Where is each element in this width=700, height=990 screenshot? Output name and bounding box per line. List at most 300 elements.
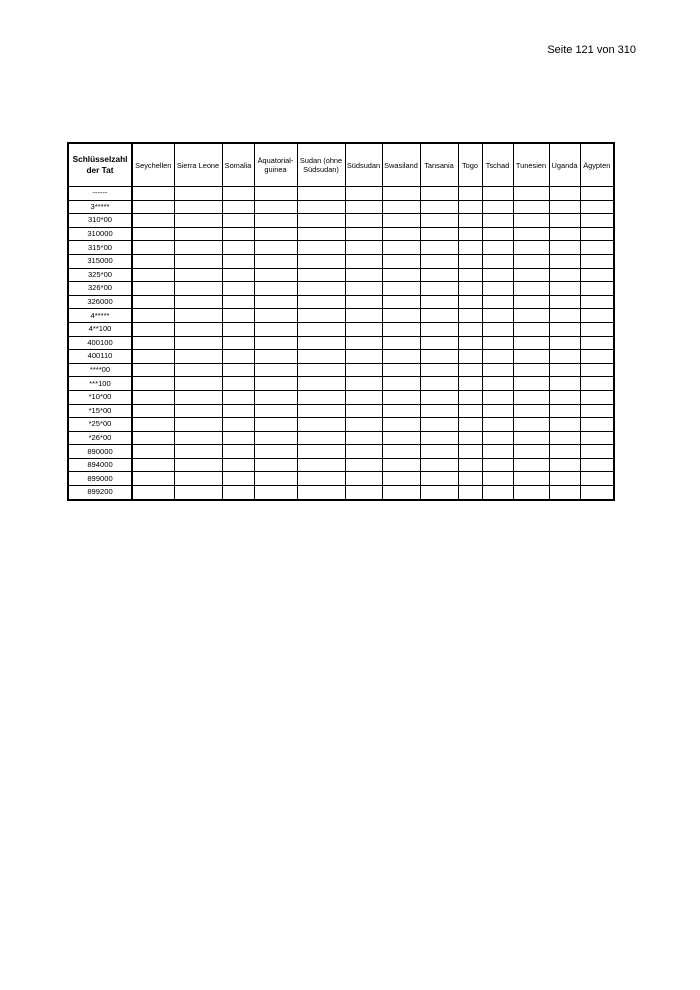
column-header: Togo (458, 143, 482, 187)
table-cell (420, 445, 458, 459)
table-cell (482, 254, 513, 268)
table-cell (174, 200, 222, 214)
table-cell (580, 187, 614, 201)
table-cell (222, 241, 254, 255)
table-cell (132, 322, 174, 336)
table-cell (254, 363, 297, 377)
table-cell (420, 363, 458, 377)
table-cell (382, 363, 420, 377)
table-cell (174, 322, 222, 336)
table-cell (132, 377, 174, 391)
table-cell (222, 227, 254, 241)
table-cell (513, 282, 549, 296)
table-cell (132, 295, 174, 309)
table-cell (297, 486, 345, 500)
table-cell (297, 241, 345, 255)
table-cell (458, 309, 482, 323)
table-cell (254, 486, 297, 500)
table-cell (382, 227, 420, 241)
table-cell (254, 390, 297, 404)
row-key-cell: *10*00 (68, 390, 132, 404)
table-cell (345, 336, 382, 350)
table-cell (222, 472, 254, 486)
table-body (68, 187, 614, 500)
table-cell (382, 486, 420, 500)
table-cell (297, 268, 345, 282)
table-row (68, 458, 614, 472)
table-cell (382, 350, 420, 364)
table-cell (513, 187, 549, 201)
table-cell (482, 322, 513, 336)
table-cell (222, 336, 254, 350)
table-cell (174, 187, 222, 201)
table-cell (222, 404, 254, 418)
table-cell (580, 390, 614, 404)
table-cell (513, 445, 549, 459)
table-cell (345, 472, 382, 486)
table-cell (297, 431, 345, 445)
table-cell (222, 295, 254, 309)
table-cell (382, 472, 420, 486)
table-cell (174, 390, 222, 404)
table-cell (132, 227, 174, 241)
table-row (68, 445, 614, 459)
table-row (68, 418, 614, 432)
table-cell (132, 309, 174, 323)
table-cell (297, 350, 345, 364)
row-key-cell: *25*00 (68, 418, 132, 432)
table-cell (580, 472, 614, 486)
table-cell (254, 214, 297, 228)
table-cell (580, 336, 614, 350)
table-cell (345, 322, 382, 336)
table-cell (458, 187, 482, 201)
table-cell (254, 241, 297, 255)
table-cell (580, 418, 614, 432)
table-cell (297, 282, 345, 296)
table-cell (297, 363, 345, 377)
table-cell (222, 350, 254, 364)
table-cell (254, 431, 297, 445)
table-cell (297, 322, 345, 336)
table-cell (458, 377, 482, 391)
row-key-cell: 400100 (68, 336, 132, 350)
table-cell (549, 486, 580, 500)
table-cell (254, 295, 297, 309)
table-cell (254, 309, 297, 323)
table-cell (549, 268, 580, 282)
table-cell (420, 200, 458, 214)
table-cell (513, 200, 549, 214)
table-cell (254, 268, 297, 282)
page-number: Seite 121 von 310 (547, 44, 636, 56)
table-cell (482, 418, 513, 432)
table-cell (549, 214, 580, 228)
table-cell (513, 431, 549, 445)
table-cell (174, 486, 222, 500)
table-cell (482, 363, 513, 377)
table-cell (420, 187, 458, 201)
table-cell (420, 241, 458, 255)
table-cell (382, 254, 420, 268)
table-cell (345, 404, 382, 418)
table-cell (382, 309, 420, 323)
table-cell (222, 377, 254, 391)
table-cell (513, 322, 549, 336)
table-cell (482, 458, 513, 472)
table-cell (174, 377, 222, 391)
row-key-cell: 3***** (68, 200, 132, 214)
table-cell (420, 377, 458, 391)
table-cell (254, 187, 297, 201)
table-cell (482, 445, 513, 459)
table-cell (222, 486, 254, 500)
row-key-cell: ****00 (68, 363, 132, 377)
table-cell (345, 268, 382, 282)
table-cell (222, 309, 254, 323)
table-cell (513, 254, 549, 268)
table-cell (254, 322, 297, 336)
column-header: Sudan (ohne Südsudan) (297, 143, 345, 187)
table-cell (580, 322, 614, 336)
row-key-cell: 4**100 (68, 322, 132, 336)
table-cell (297, 445, 345, 459)
table-cell (297, 187, 345, 201)
table-cell (297, 377, 345, 391)
table-cell (222, 254, 254, 268)
table-cell (458, 200, 482, 214)
table-cell (482, 350, 513, 364)
table-cell (420, 268, 458, 282)
table-row (68, 431, 614, 445)
table-cell (132, 241, 174, 255)
row-key-cell: 325*00 (68, 268, 132, 282)
row-key-cell: ------ (68, 187, 132, 201)
row-key-cell: 315000 (68, 254, 132, 268)
table-cell (174, 282, 222, 296)
table-cell (174, 404, 222, 418)
table-cell (132, 445, 174, 459)
table-row (68, 268, 614, 282)
table-cell (513, 472, 549, 486)
table-cell (580, 431, 614, 445)
table-cell (297, 390, 345, 404)
table-cell (174, 268, 222, 282)
table-cell (222, 322, 254, 336)
table-cell (174, 336, 222, 350)
table-cell (549, 431, 580, 445)
table-cell (580, 268, 614, 282)
table-cell (297, 472, 345, 486)
table-cell (549, 295, 580, 309)
table-cell (458, 322, 482, 336)
table-cell (580, 241, 614, 255)
table-cell (458, 350, 482, 364)
table-cell (549, 336, 580, 350)
table-cell (420, 227, 458, 241)
table-cell (345, 390, 382, 404)
table-cell (580, 200, 614, 214)
column-header: Südsudan (345, 143, 382, 187)
table-cell (458, 458, 482, 472)
table-cell (345, 445, 382, 459)
row-key-cell: 310000 (68, 227, 132, 241)
table-cell (132, 472, 174, 486)
table-cell (254, 350, 297, 364)
table-cell (382, 418, 420, 432)
table-cell (458, 241, 482, 255)
table-cell (297, 418, 345, 432)
table-row (68, 309, 614, 323)
table-cell (222, 418, 254, 432)
table-row (68, 363, 614, 377)
table-row (68, 377, 614, 391)
table-cell (420, 336, 458, 350)
table-cell (132, 214, 174, 228)
column-header: Sierra Leone (174, 143, 222, 187)
table-cell (458, 390, 482, 404)
table-cell (549, 377, 580, 391)
table-cell (345, 295, 382, 309)
table-cell (382, 336, 420, 350)
table-cell (254, 377, 297, 391)
table-cell (580, 458, 614, 472)
table-cell (458, 472, 482, 486)
table-cell (382, 458, 420, 472)
row-key-cell: 315*00 (68, 241, 132, 255)
table-cell (580, 404, 614, 418)
table-cell (297, 295, 345, 309)
table-cell (345, 377, 382, 391)
table-cell (297, 214, 345, 228)
table-cell (420, 322, 458, 336)
table-cell (174, 472, 222, 486)
table-cell (382, 200, 420, 214)
table-cell (132, 404, 174, 418)
table-cell (132, 268, 174, 282)
table-cell (345, 458, 382, 472)
table-cell (482, 472, 513, 486)
table-cell (297, 227, 345, 241)
table-cell (254, 254, 297, 268)
table-cell (458, 295, 482, 309)
row-key-cell: 326*00 (68, 282, 132, 296)
table-cell (482, 431, 513, 445)
table-cell (254, 200, 297, 214)
column-header: Somalia (222, 143, 254, 187)
table-cell (132, 350, 174, 364)
row-key-cell: *26*00 (68, 431, 132, 445)
table-cell (174, 295, 222, 309)
table-cell (549, 254, 580, 268)
table-cell (345, 282, 382, 296)
table-cell (132, 486, 174, 500)
column-header: Seychellen (132, 143, 174, 187)
table-cell (297, 254, 345, 268)
table-cell (174, 227, 222, 241)
table-cell (174, 214, 222, 228)
data-table (67, 142, 615, 501)
table-cell (382, 268, 420, 282)
table-cell (482, 282, 513, 296)
table-cell (549, 309, 580, 323)
table-cell (420, 472, 458, 486)
key-column-header: Schlüsselzahl der Tat (68, 143, 132, 187)
table-cell (382, 404, 420, 418)
row-key-cell: 326000 (68, 295, 132, 309)
table-cell (132, 390, 174, 404)
table-cell (420, 295, 458, 309)
table-cell (345, 309, 382, 323)
column-header: Swasiland (382, 143, 420, 187)
table-cell (174, 458, 222, 472)
table-cell (222, 445, 254, 459)
row-key-cell: 310*00 (68, 214, 132, 228)
header-row (68, 143, 614, 187)
table-cell (549, 227, 580, 241)
table-cell (513, 268, 549, 282)
table-cell (174, 418, 222, 432)
table-cell (174, 445, 222, 459)
table-cell (254, 472, 297, 486)
table-cell (132, 282, 174, 296)
table-cell (482, 214, 513, 228)
table-cell (222, 431, 254, 445)
table-cell (482, 486, 513, 500)
table-cell (254, 336, 297, 350)
table-cell (420, 486, 458, 500)
table-cell (254, 227, 297, 241)
table-cell (382, 187, 420, 201)
table-row (68, 200, 614, 214)
table-cell (580, 309, 614, 323)
table-cell (222, 214, 254, 228)
table-row (68, 472, 614, 486)
table-cell (132, 336, 174, 350)
row-key-cell: 4***** (68, 309, 132, 323)
table-cell (222, 282, 254, 296)
table-cell (174, 309, 222, 323)
table-cell (420, 431, 458, 445)
table-row (68, 282, 614, 296)
table-cell (549, 458, 580, 472)
table-cell (580, 214, 614, 228)
table-cell (382, 322, 420, 336)
table-cell (482, 200, 513, 214)
table-cell (222, 268, 254, 282)
table-row (68, 350, 614, 364)
table-cell (382, 390, 420, 404)
table-cell (345, 350, 382, 364)
table-cell (549, 350, 580, 364)
row-key-cell: 890000 (68, 445, 132, 459)
table-cell (297, 309, 345, 323)
table-cell (513, 404, 549, 418)
table-cell (458, 214, 482, 228)
table-cell (174, 431, 222, 445)
table-cell (549, 241, 580, 255)
row-key-cell: 894000 (68, 458, 132, 472)
table-cell (458, 336, 482, 350)
table-cell (132, 363, 174, 377)
column-header: Tansania (420, 143, 458, 187)
table-cell (254, 418, 297, 432)
table-row (68, 486, 614, 500)
table-cell (297, 458, 345, 472)
table-cell (420, 309, 458, 323)
table-cell (222, 200, 254, 214)
table-cell (458, 282, 482, 296)
table-cell (549, 404, 580, 418)
table-cell (513, 458, 549, 472)
table-cell (132, 187, 174, 201)
table-cell (420, 254, 458, 268)
table-cell (513, 241, 549, 255)
table-cell (382, 377, 420, 391)
table-cell (458, 227, 482, 241)
table-cell (458, 418, 482, 432)
table-cell (174, 254, 222, 268)
row-key-cell: 400110 (68, 350, 132, 364)
table-cell (549, 363, 580, 377)
table-cell (174, 241, 222, 255)
table-cell (174, 363, 222, 377)
table-cell (382, 282, 420, 296)
table-cell (254, 404, 297, 418)
table-cell (458, 486, 482, 500)
table-cell (420, 282, 458, 296)
table-cell (297, 336, 345, 350)
table-row (68, 322, 614, 336)
table-cell (513, 363, 549, 377)
table-cell (513, 390, 549, 404)
table-cell (420, 350, 458, 364)
table-cell (382, 431, 420, 445)
table-cell (482, 390, 513, 404)
table-row (68, 241, 614, 255)
table-cell (482, 377, 513, 391)
column-header: Uganda (549, 143, 580, 187)
table-cell (382, 445, 420, 459)
table-cell (132, 458, 174, 472)
table-cell (549, 445, 580, 459)
table-cell (382, 295, 420, 309)
column-header: Tschad (482, 143, 513, 187)
column-header: Ägypten (580, 143, 614, 187)
table-cell (132, 254, 174, 268)
table-cell (549, 418, 580, 432)
table-cell (345, 418, 382, 432)
table-cell (513, 377, 549, 391)
row-key-cell: 899200 (68, 486, 132, 500)
table-cell (580, 295, 614, 309)
table-cell (254, 445, 297, 459)
table-cell (420, 418, 458, 432)
table-row (68, 404, 614, 418)
table-cell (458, 363, 482, 377)
table-cell (297, 200, 345, 214)
table-cell (580, 486, 614, 500)
table-cell (458, 431, 482, 445)
table-cell (549, 187, 580, 201)
table-cell (580, 227, 614, 241)
table-cell (345, 200, 382, 214)
table-row (68, 214, 614, 228)
table-cell (513, 309, 549, 323)
row-key-cell: ***100 (68, 377, 132, 391)
table-cell (345, 486, 382, 500)
table-cell (513, 336, 549, 350)
